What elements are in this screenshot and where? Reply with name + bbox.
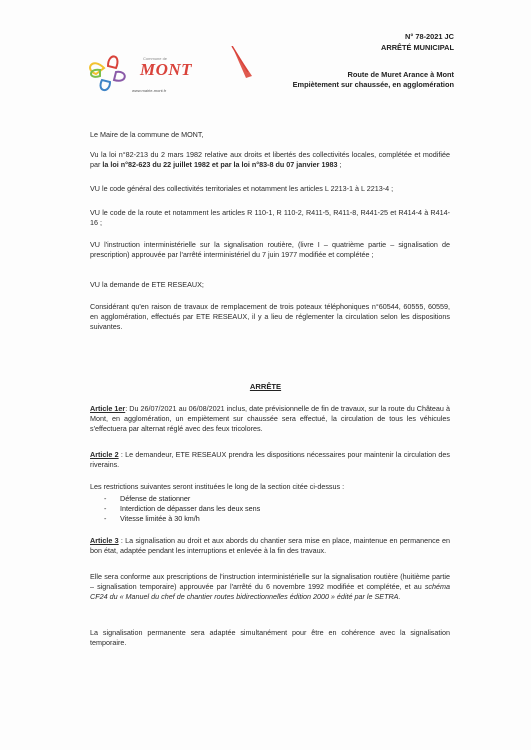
article-1	[90, 404, 450, 434]
logo-name: MONT	[140, 60, 193, 79]
restriction-item: - Vitesse limitée à 30 km/h	[104, 514, 260, 524]
conformity-text-a: Elle sera conforme aux prescriptions de l'instruction interministérielle sur la signalisation routière (huitième partie – signalisation temporaire) approuvée par l'arrêté du 6 novembre 1992 modifiée et complétée, et au	[90, 572, 450, 591]
logo-commune-label: Commune de	[143, 56, 168, 61]
vu1-text-b: la loi n°82-623 du 22 juillet 1982 et par la loi n°83-8 du 07 janvier 1983	[102, 160, 338, 169]
restrictions-intro: Les restrictions suivantes seront instituées le long de la section citée ci-dessus :	[90, 482, 345, 491]
vu-code-route: VU le code de la route et notamment les articles R 110-1, R 110-2, R411-5, R411-8, R441-25 et R414-4 à R414-16 ;	[90, 208, 450, 227]
mont-logo	[82, 46, 252, 106]
subject-line-1: Route de Muret Arance à Mont	[347, 70, 454, 79]
conformity-text-b: schéma CF24 du « Manuel du chef de chantier routes bidirectionnelles édition 2000 » édité par le SETRA.	[90, 582, 450, 601]
article-1-label: Article 1er	[90, 404, 126, 413]
considerant: Considérant qu'en raison de travaux de remplacement de trois poteaux téléphoniques n°60544, 60555, 60559, en agglomération, effectués par ETE RESEAUX, il y a lieu de réglementer la circulation selon les dispositions suivantes.	[90, 302, 450, 331]
arrete-title: ARRÊTE	[249, 382, 282, 391]
article-2-label: Article 2	[90, 450, 119, 459]
permanent-signage: La signalisation permanente sera adaptée simultanément pour être en cohérence avec la signalisation temporaire.	[90, 628, 450, 647]
article-3	[90, 536, 450, 556]
vu-instruction: VU l'instruction interministérielle sur la signalisation routière, (livre I – quatrième partie – signalisation de prescription) approuvée par l'arrêté interministériel du 7 juin 1977 modifiée et complétée ;	[90, 240, 450, 259]
restriction-item: - Interdiction de dépasser dans les deux sens	[104, 504, 260, 514]
subject-line-2: Empiètement sur chaussée, en agglomération	[292, 80, 454, 89]
restriction-item: - Défense de stationner	[104, 494, 260, 504]
vu-demande: VU la demande de ETE RESEAUX;	[90, 280, 204, 289]
vu-cgct: VU le code général des collectivités territoriales et notamment les articles L 2213-1 à L 2213-4 ;	[90, 184, 394, 193]
intro: Le Maire de la commune de MONT,	[90, 130, 204, 139]
decree-type: ARRÊTÉ MUNICIPAL	[381, 43, 454, 52]
decree-reference: N° 78-2021 JC	[405, 32, 454, 41]
article-3-label: Article 3	[90, 536, 119, 545]
vu1-text-a: Vu la loi n°82-213 du 2 mars 1982 relative aux droits et libertés des collectivités locales, complétée et modifiée par	[90, 150, 450, 169]
article-2	[90, 450, 450, 470]
article-2-text: : Le demandeur, ETE RESEAUX prendra les dispositions nécessaires pour maintenir la circulation des riverains.	[90, 450, 450, 469]
vu1-text-c: ;	[337, 160, 342, 169]
logo-url: www.mairie-mont.fr	[132, 88, 167, 93]
vu-loi-82-213	[90, 150, 450, 170]
article-1-text: : Du 26/07/2021 au 06/08/2021 inclus, date prévisionnelle de fin de travaux, sur la route du Château à Mont, en agglomération, un empiètement sur chaussée sera effectué, la circulation de tous les véhicules s'effectuera par alternat réglé avec des feux tricolores.	[90, 404, 450, 433]
restrictions-list	[104, 494, 260, 524]
conformity-paragraph	[90, 572, 450, 602]
article-3-text: : La signalisation au droit et aux abords du chantier sera mise en place, maintenue en permanence en bon état, adaptée pendant les interruptions et enlevée à la fin des travaux.	[90, 536, 450, 555]
